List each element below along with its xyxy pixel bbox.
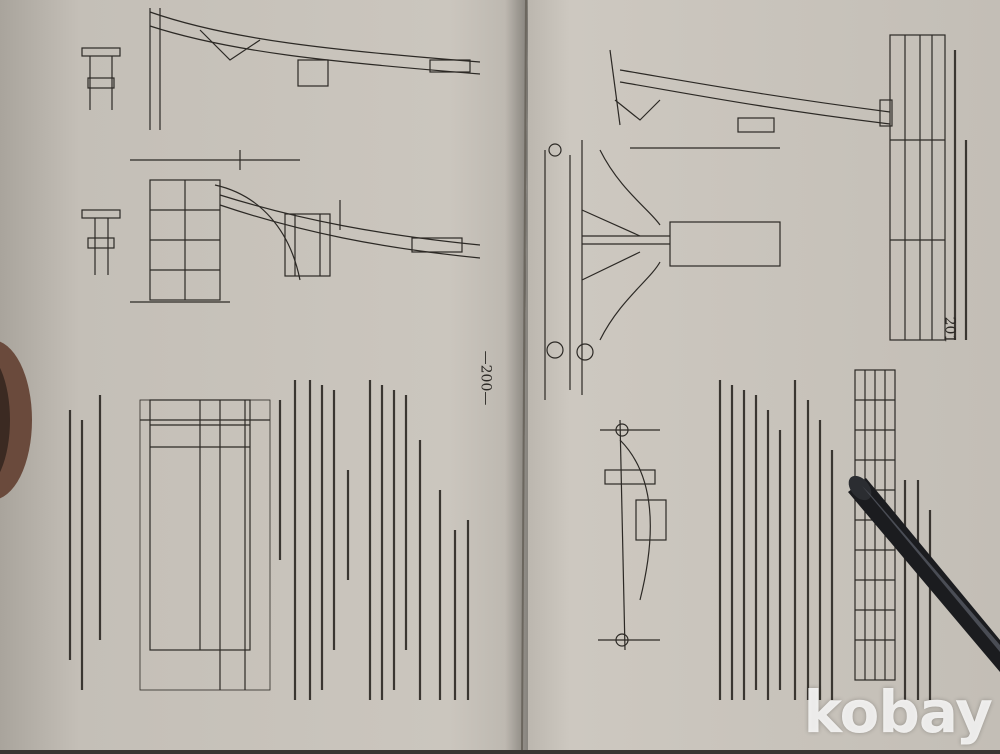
watermark-logo: kobay <box>803 678 992 746</box>
right-page-number: 201 <box>941 316 958 344</box>
left-page-number: —200— <box>477 350 494 406</box>
right-page <box>522 0 1000 750</box>
